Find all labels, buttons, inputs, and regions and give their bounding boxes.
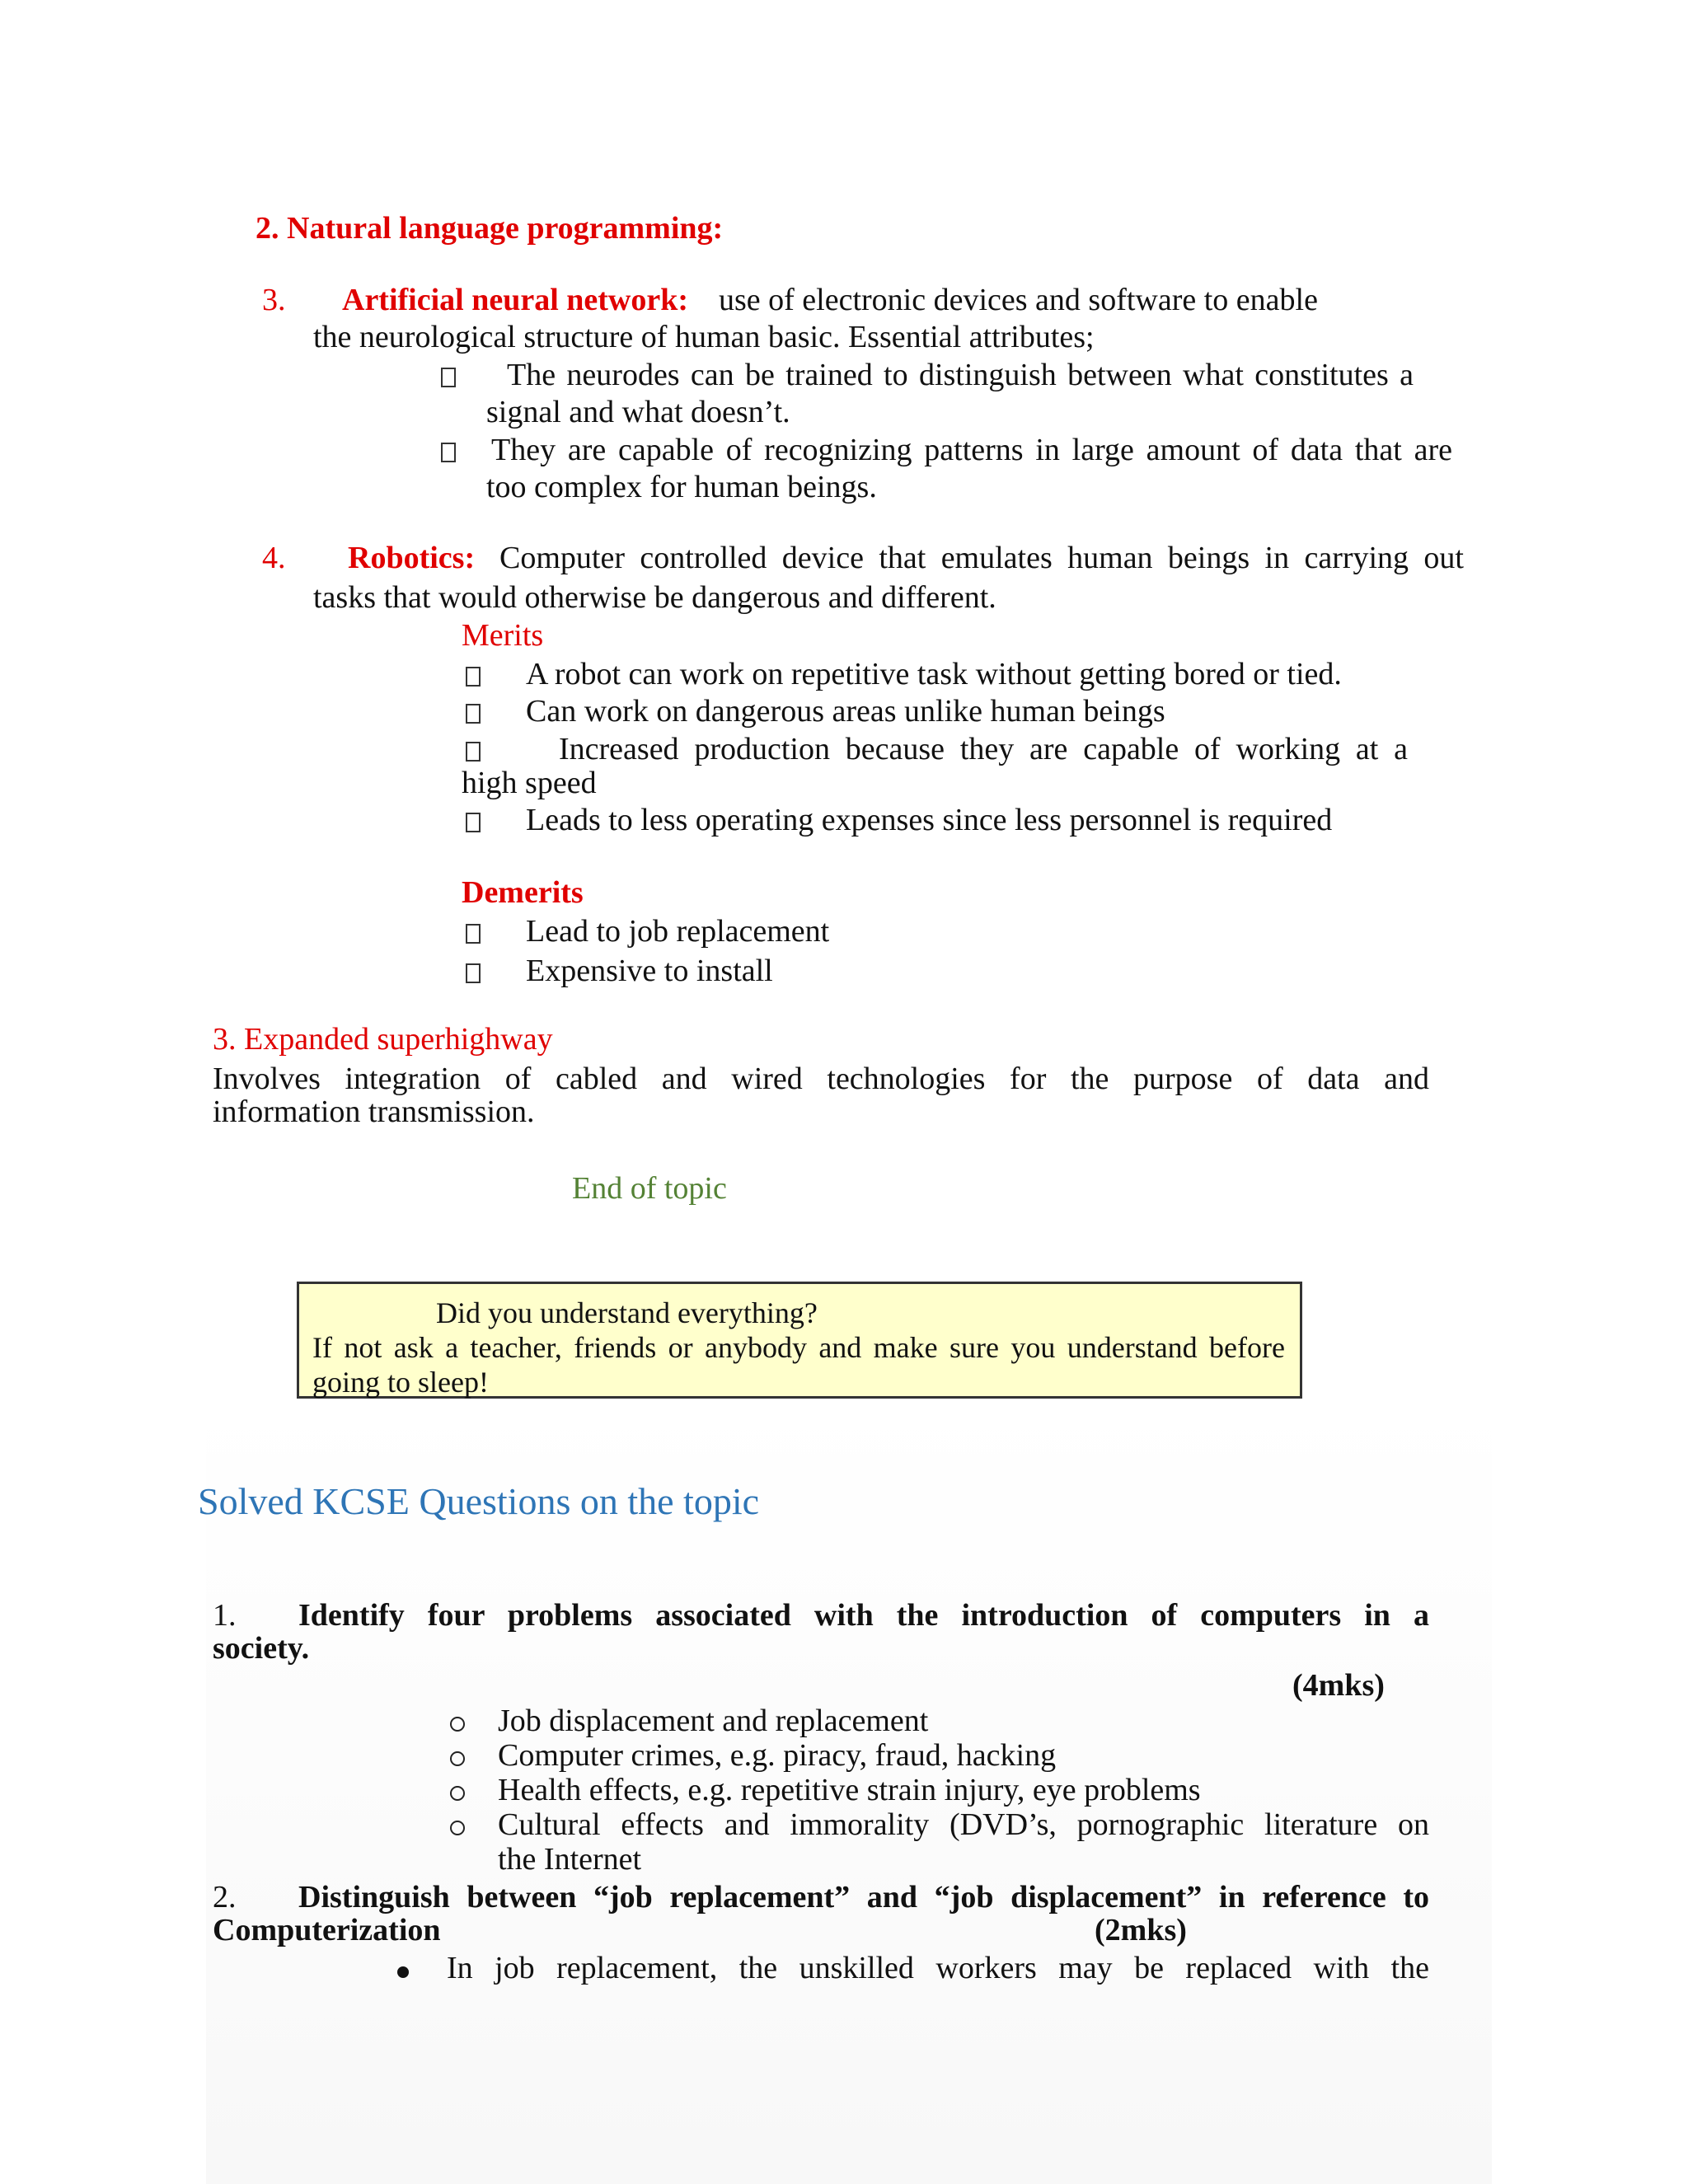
note-box (297, 1282, 1302, 1399)
q2-answer-bullet (397, 1950, 409, 1986)
ann-bullet-1-text-cont: signal and what doesn’t. (486, 395, 790, 429)
ann-bullet-1-text: The neurodes can be trained to distinguish between what constitutes a (507, 358, 1414, 392)
ann-bullet-1-box (441, 357, 456, 393)
merit-3-box (466, 731, 481, 767)
q2-text: Distinguish between “job replacement” and “job displacement” in reference to (298, 1880, 1429, 1915)
ann-bullet-2-box (441, 432, 456, 468)
demerit-2-text: Expensive to install (526, 954, 773, 988)
merit-2-text: Can work on dangerous areas unlike human beings (526, 694, 1165, 729)
merit-1-text: A robot can work on repetitive task without getting bored or tied. (526, 657, 1342, 691)
nlp-heading: 2. Natural language programming: (256, 211, 724, 246)
ann-description-cont: the neurological structure of human basic. Essential attributes; (313, 320, 1095, 354)
demerit-1-box (466, 913, 481, 949)
end-of-topic: End of topic (572, 1171, 727, 1206)
q2-answer: In job replacement, the unskilled workers may be replaced with the (447, 1951, 1429, 1985)
q1-answer-2-bullet (450, 1740, 465, 1773)
q2-text-cont: Computerization (213, 1913, 441, 1947)
robotics-description: Computer controlled device that emulates human beings in carrying out (499, 541, 1464, 575)
superhighway-description: Involves integration of cabled and wired technologies for the purpose of data and (213, 1062, 1429, 1096)
note-line-2: If not ask a teacher, friends or anybody and make sure you understand before (312, 1331, 1285, 1364)
robotics-description-cont: tasks that would otherwise be dangerous and different. (313, 580, 996, 615)
kcse-heading: Solved KCSE Questions on the topic (198, 1480, 760, 1522)
merits-label: Merits (462, 618, 544, 653)
q1-answer-1: Job displacement and replacement (498, 1704, 929, 1738)
demerits-label: Demerits (462, 875, 584, 910)
q1-answer-2: Computer crimes, e.g. piracy, fraud, hacking (498, 1738, 1057, 1773)
note-line-3: going to sleep! (312, 1366, 489, 1399)
robotics-title: Robotics: (348, 541, 476, 575)
merit-1-box (466, 656, 481, 692)
ann-description: use of electronic devices and software to enable (719, 283, 1318, 317)
q1-answer-3-bullet (450, 1774, 465, 1807)
q1-text-cont: society. (213, 1631, 310, 1666)
merit-4-text: Leads to less operating expenses since less personnel is required (526, 803, 1333, 837)
q1-answer-4-bullet (450, 1809, 465, 1842)
merit-4-box (466, 802, 481, 838)
demerit-2-box (466, 953, 481, 989)
ann-number: 3. (262, 283, 286, 317)
ann-bullet-2-text-cont: too complex for human beings. (486, 470, 877, 504)
superhighway-description-cont: information transmission. (213, 1094, 535, 1129)
q1-answer-4: Cultural effects and immorality (DVD’s, pornographic literature on (498, 1807, 1429, 1842)
q1-marks: (4mks) (1292, 1668, 1385, 1703)
q1-text: Identify four problems associated with the introduction of computers in a (298, 1598, 1429, 1633)
q2-number: 2. (213, 1880, 237, 1915)
merit-2-box (466, 693, 481, 729)
note-line-1: Did you understand everything? (436, 1296, 818, 1329)
superhighway-heading: 3. Expanded superhighway (213, 1022, 553, 1057)
ann-bullet-2-text: They are capable of recognizing patterns in large amount of data that are (491, 433, 1452, 467)
q1-answer-3: Health effects, e.g. repetitive strain injury, eye problems (498, 1773, 1201, 1807)
q1-number: 1. (213, 1598, 237, 1633)
robotics-number: 4. (262, 541, 286, 575)
merit-3-text: Increased production because they are capable of working at a (559, 732, 1408, 766)
q1-answer-4-cont: the Internet (498, 1842, 642, 1877)
q2-marks: (2mks) (1095, 1913, 1187, 1947)
ann-title: Artificial neural network: (342, 283, 689, 317)
demerit-1-text: Lead to job replacement (526, 914, 830, 949)
q1-answer-1-bullet (450, 1705, 465, 1738)
merit-3-text-cont: high speed (462, 766, 597, 800)
